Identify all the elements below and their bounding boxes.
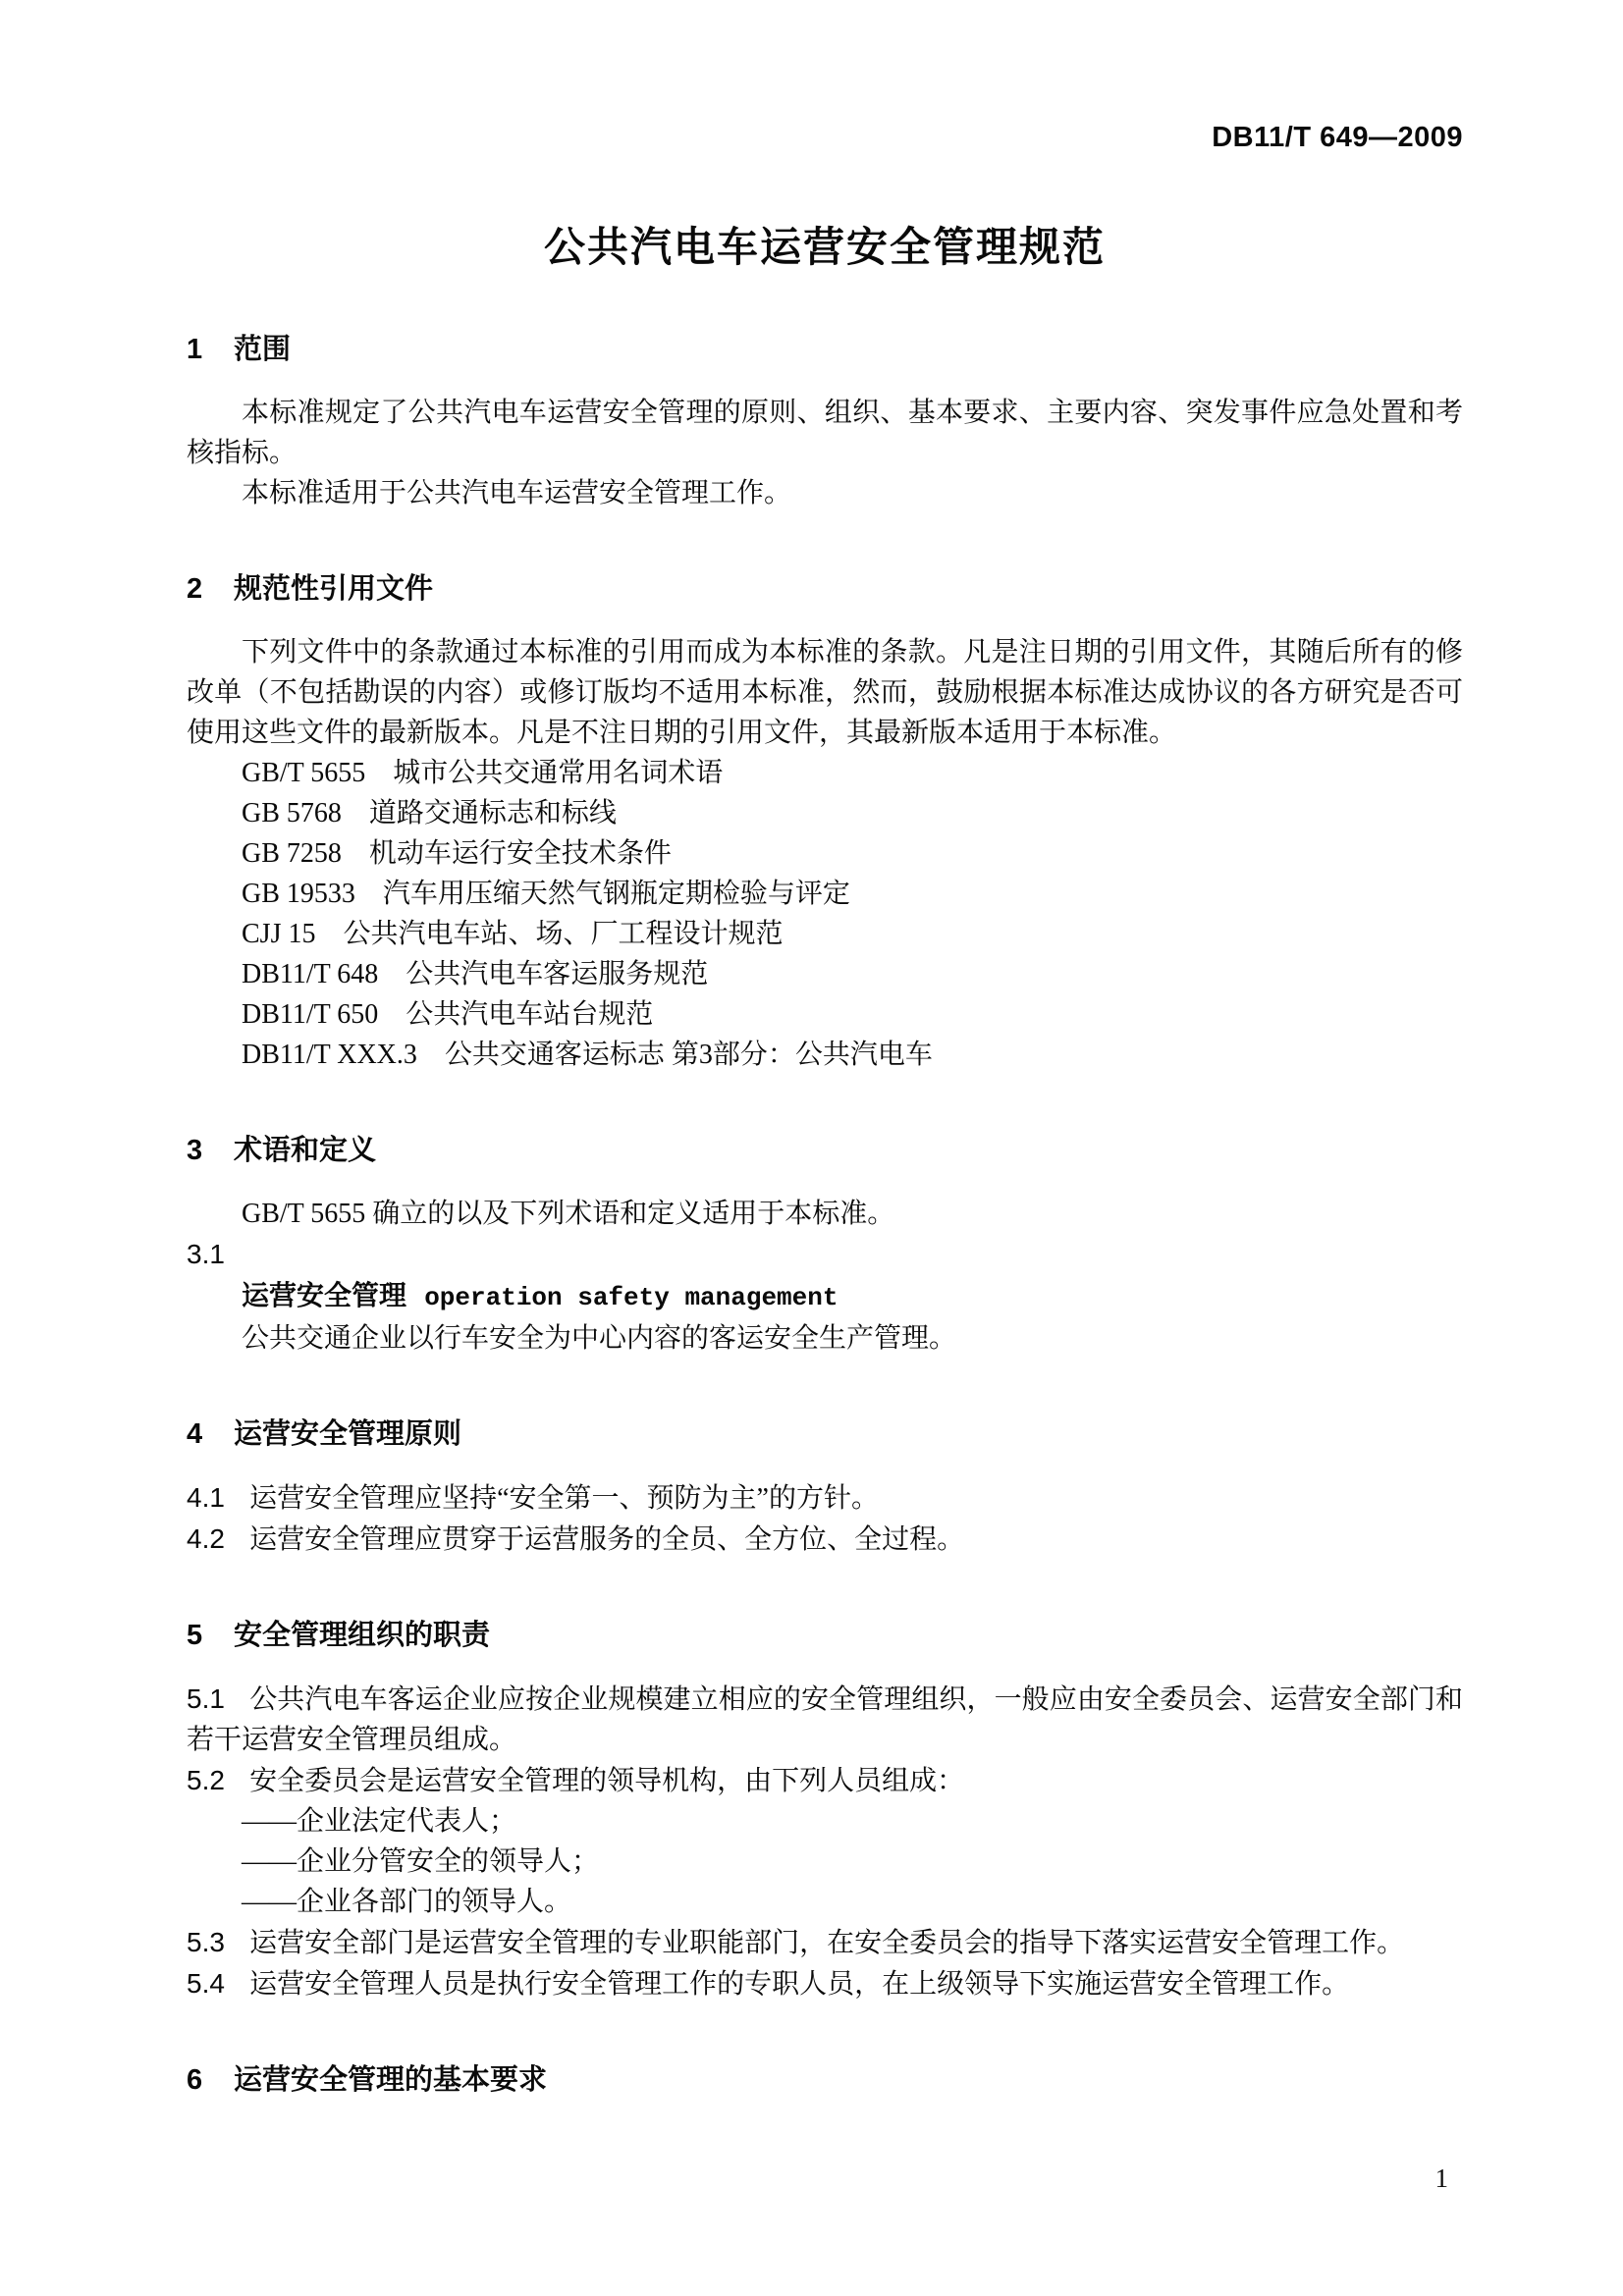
term-number-line	[187, 1234, 1463, 1275]
dash-item: ——企业法定代表人；	[242, 1806, 517, 1837]
section-5-title: 安全管理组织的职责	[234, 1620, 491, 1651]
doc-title: 公共汽电车运营安全管理规范	[543, 224, 1106, 270]
clause-4-1	[187, 1477, 1463, 1519]
clause-number: 4.2	[187, 1523, 225, 1554]
section-1-number: 1	[187, 334, 203, 365]
clause-text: 运营安全管理人员是执行安全管理工作的专职人员，在上级领导下实施运营安全管理工作。	[249, 1969, 1350, 2000]
reference-item: GB 5768 道路交通标志和标线	[242, 798, 617, 828]
term-line	[187, 1275, 1463, 1318]
clause-number: 5.4	[187, 1968, 225, 1999]
section-2-heading	[187, 566, 1463, 607]
dash-item: ——企业分管安全的领导人；	[242, 1846, 600, 1877]
clause-number: 5.3	[187, 1927, 225, 1957]
clause-number: 5.1	[187, 1683, 225, 1714]
clause-number: 4.1	[187, 1482, 225, 1513]
reference-item: CJJ 15 公共汽电车站、场、厂工程设计规范	[242, 919, 784, 949]
section-5-heading	[187, 1613, 1463, 1653]
section-6-title: 运营安全管理的基本要求	[234, 2064, 548, 2096]
clause-5-1	[187, 1679, 1463, 1760]
reference-item: DB11/T XXX.3 公共交通客运标志 第3部分：公共汽电车	[242, 1040, 933, 1070]
clause-5-2	[187, 1760, 1463, 1801]
section-4-heading	[187, 1412, 1463, 1452]
section-6-heading	[187, 2057, 1463, 2098]
section-3-heading	[187, 1128, 1463, 1168]
reference-item: GB 19533 汽车用压缩天然气钢瓶定期检验与评定	[242, 879, 850, 909]
clause-text: 安全委员会是运营安全管理的领导机构，由下列人员组成：	[249, 1766, 965, 1796]
page-number: 1	[1434, 2163, 1448, 2193]
section-3-title: 术语和定义	[234, 1135, 377, 1166]
reference-item: DB11/T 648 公共汽电车客运服务规范	[242, 959, 709, 989]
paragraph: GB/T 5655 确立的以及下列术语和定义适用于本标准。	[242, 1199, 895, 1229]
reference-item: DB11/T 650 公共汽电车站台规范	[242, 999, 654, 1030]
paragraph: 本标准适用于公共汽电车运营安全管理工作。	[242, 478, 792, 508]
section-2-title: 规范性引用文件	[234, 573, 434, 605]
doc-number: DB11/T 649—2009	[1212, 122, 1463, 153]
section-2-number: 2	[187, 573, 203, 605]
clause-text: 运营安全管理应贯穿于运营服务的全员、全方位、全过程。	[249, 1524, 965, 1555]
paragraph: 下列文件中的条款通过本标准的引用而成为本标准的条款。凡是注日期的引用文件，其随后所有的修改单（不包括勘误的内容）或修订版均不适用本标准，然而，鼓励根据本标准达成协议的各方研究是否可使用这些文件的最新版本。凡是不注日期的引用文件，其最新版本适用于本标准。	[187, 637, 1463, 748]
section-6-number: 6	[187, 2064, 203, 2096]
term-zh: 运营安全管理	[242, 1280, 407, 1310]
clause-5-3	[187, 1922, 1463, 1963]
term-en: operation safety management	[424, 1283, 839, 1312]
section-1-heading	[187, 327, 1463, 367]
section-1-title: 范围	[234, 334, 292, 365]
section-5-number: 5	[187, 1620, 203, 1651]
clause-4-2	[187, 1519, 1463, 1560]
reference-item: GB 7258 机动车运行安全技术条件	[242, 838, 672, 869]
dash-item: ——企业各部门的领导人。	[242, 1887, 572, 1917]
clause-text: 公共汽电车客运企业应按企业规模建立相应的安全管理组织，一般应由安全委员会、运营安全部门和若干运营安全管理员组成。	[187, 1684, 1463, 1755]
section-4-number: 4	[187, 1418, 203, 1450]
section-3-number: 3	[187, 1135, 203, 1166]
clause-5-4	[187, 1963, 1463, 2004]
paragraph: 本标准规定了公共汽电车运营安全管理的原则、组织、基本要求、主要内容、突发事件应急处置和考核指标。	[187, 398, 1463, 468]
clause-text: 运营安全部门是运营安全管理的专业职能部门，在安全委员会的指导下落实运营安全管理工作。	[249, 1928, 1405, 1958]
term-number: 3.1	[187, 1239, 225, 1269]
term-definition: 公共交通企业以行车安全为中心内容的客运安全生产管理。	[242, 1323, 957, 1354]
clause-number: 5.2	[187, 1765, 225, 1795]
reference-list	[187, 753, 1463, 1075]
reference-item: GB/T 5655 城市公共交通常用名词术语	[242, 758, 724, 788]
clause-text: 运营安全管理应坚持“安全第一、预防为主”的方针。	[249, 1483, 879, 1514]
section-4-title: 运营安全管理原则	[234, 1418, 462, 1450]
